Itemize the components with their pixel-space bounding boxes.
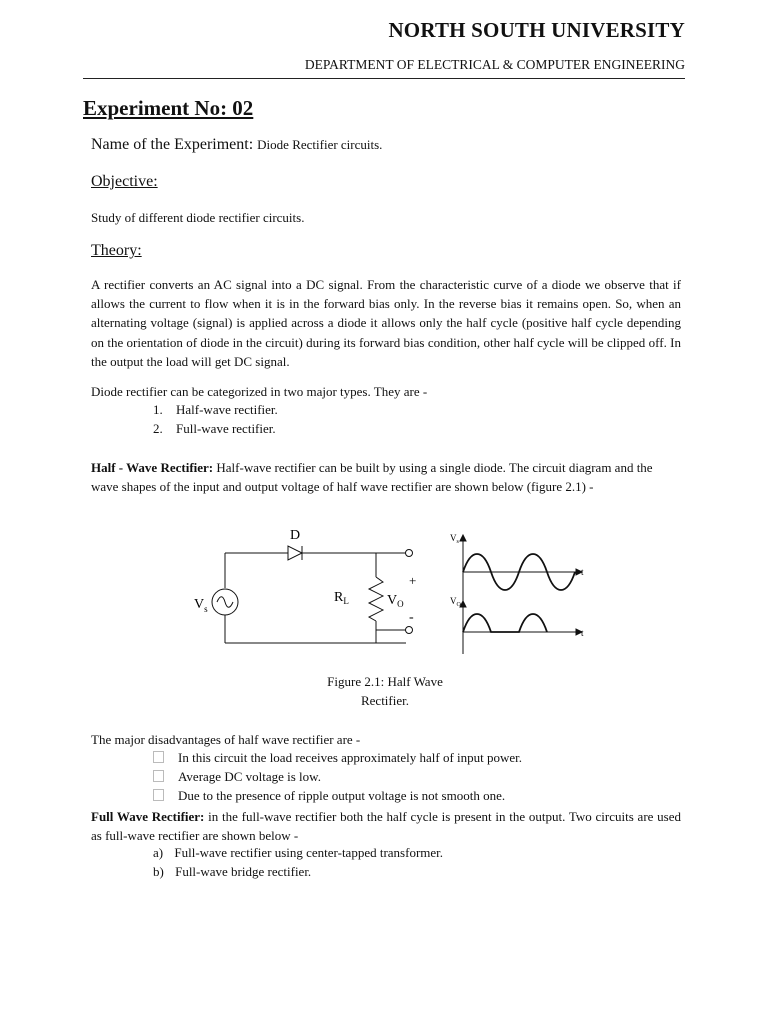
disadvantages-intro: The major disadvantages of half wave rectifier are - <box>91 732 361 747</box>
output-terminal-bottom <box>406 627 413 634</box>
header-divider <box>83 78 685 79</box>
half-wave-circuit-diagram <box>180 515 440 655</box>
item-text: Full-wave bridge rectifier. <box>175 864 312 879</box>
disadvantage-item <box>153 788 505 804</box>
theory-heading: Theory: <box>91 242 142 259</box>
vs-y-arrow <box>460 535 466 541</box>
theory-paragraph: A rectifier converts an AC signal into a DC signal. From the characteristic curve of a diode we observe that if allows the current to flow when it is in the forward bias only. In the reverse bias it remains open. So, when an alternating voltage (signal) is applied across a diode it allows only the half cycle (positive half cycle depending on the orientation of diode in the circuit) during its forward bias condition, other half cycle will be clipped off. In the output the load will get DC signal. <box>91 277 681 369</box>
minus-sign: - <box>409 610 414 625</box>
vo-y-arrow <box>460 601 466 607</box>
plus-sign: + <box>409 573 417 588</box>
vo-half-wave <box>463 614 547 632</box>
diode-label: D <box>290 528 301 543</box>
figure-caption <box>300 673 470 710</box>
half-wave-title: Half - Wave Rectifier: <box>91 460 214 475</box>
full-wave-text: in the full-wave rectifier both the half cycle is present in the output. Two circuits are used as full-wave rectifier are shown below - <box>91 809 681 844</box>
item-text: Full-wave rectifier using center-tapped transformer. <box>174 845 444 860</box>
bullet-icon <box>153 751 164 763</box>
half-wave-text: Half-wave rectifier can be built by using a single diode. The circuit diagram and the wave shapes of the input and output voltage of half wave rectifier are shown below (figure 2.1) - <box>91 460 653 495</box>
item-marker: b) <box>153 864 164 879</box>
bullet-icon <box>153 789 164 801</box>
resistor-label: $R_L$ <box>334 590 349 606</box>
experiment-name <box>91 136 382 154</box>
experiment-name-value: Diode Rectifier circuits. <box>257 137 383 152</box>
university-title: NORTH SOUTH UNIVERSITY <box>388 18 685 42</box>
types-intro: Diode rectifier can be categorized in two major types. They are - <box>91 384 428 399</box>
diode-symbol <box>288 546 302 560</box>
experiment-name-label: Name of the Experiment: <box>91 136 254 153</box>
waveform-graphs <box>440 528 600 658</box>
experiment-number: Experiment No: 02 <box>83 96 254 120</box>
department-name: DEPARTMENT OF ELECTRICAL & COMPUTER ENGINEERING <box>304 57 685 72</box>
t-axis-label: t <box>581 567 584 577</box>
objective-heading: Objective: <box>91 173 158 190</box>
output-terminal-top <box>406 550 413 557</box>
ac-source-wave <box>217 597 233 608</box>
disadvantage-item <box>153 769 321 785</box>
vs-axis-label: $V_s$ <box>450 533 459 545</box>
disadvantage-text: Average DC voltage is low. <box>178 769 321 784</box>
half-wave-paragraph <box>91 458 671 496</box>
resistor-symbol <box>369 577 383 621</box>
t-axis-label: t <box>581 628 584 638</box>
type-item <box>153 402 278 418</box>
type-text: Full-wave rectifier. <box>176 421 276 436</box>
output-voltage-label: $V_O$ <box>387 593 404 609</box>
objective-text: Study of different diode rectifier circuits. <box>91 210 305 225</box>
disadvantage-text: Due to the presence of ripple output voltage is not smooth one. <box>178 788 506 803</box>
disadvantage-text: In this circuit the load receives approximately half of input power. <box>178 750 523 765</box>
bullet-icon <box>153 770 164 782</box>
type-marker: 2. <box>153 421 163 436</box>
type-item <box>153 421 276 437</box>
source-label: $V_s$ <box>194 597 208 614</box>
full-wave-item <box>153 864 311 880</box>
vo-axis-label: $V_O$ <box>450 596 461 608</box>
item-marker: a) <box>153 845 164 860</box>
full-wave-title: Full Wave Rectifier: <box>91 809 205 824</box>
type-marker: 1. <box>153 402 163 417</box>
caption-line: Rectifier. <box>360 692 409 708</box>
disadvantage-item <box>153 750 522 766</box>
type-text: Half-wave rectifier. <box>176 402 278 417</box>
caption-line: Figure 2.1: Half Wave <box>327 674 443 689</box>
full-wave-paragraph <box>91 807 681 845</box>
full-wave-item <box>153 845 443 861</box>
